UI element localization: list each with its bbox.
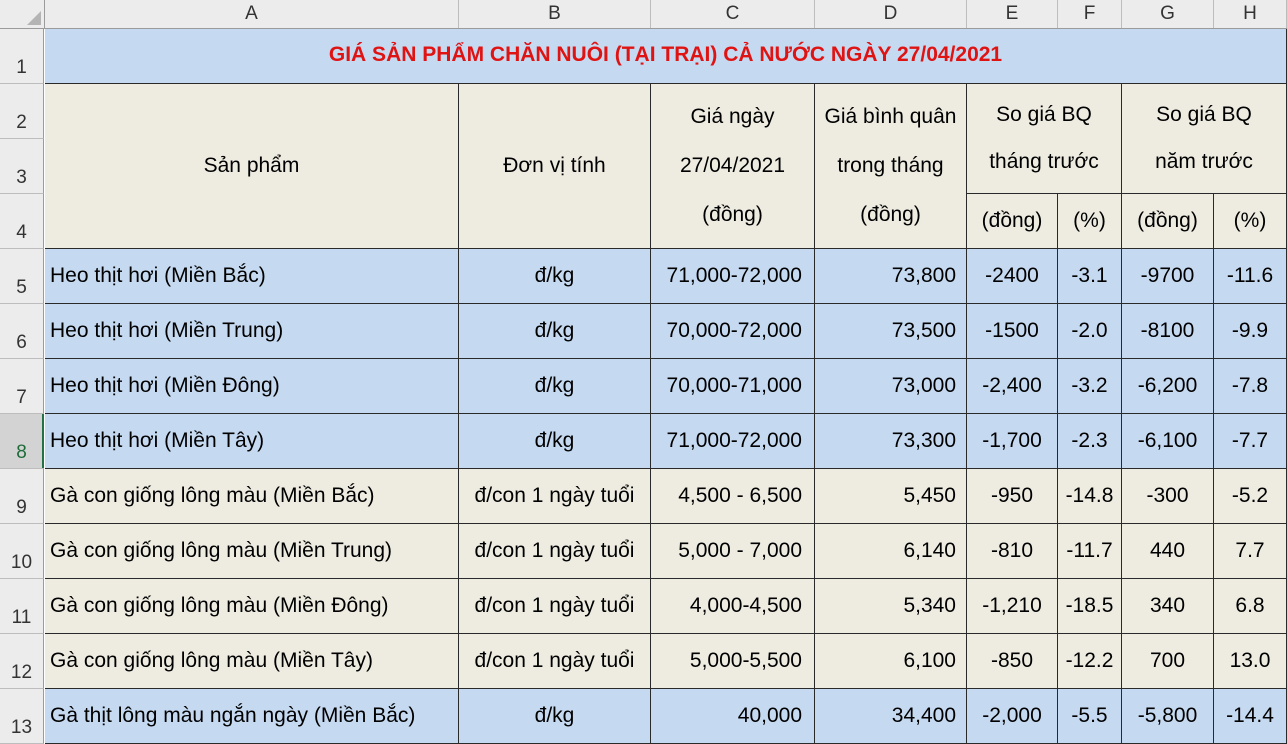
- cell-price-day[interactable]: 40,000: [651, 689, 815, 744]
- header-year-dong[interactable]: (đồng): [1122, 194, 1214, 249]
- header-avg-month-line2: trong tháng: [837, 153, 944, 177]
- cell-year-dong[interactable]: -6,100: [1122, 414, 1214, 469]
- cell-year-pct[interactable]: 6.8: [1214, 579, 1287, 634]
- cell-price-day[interactable]: 70,000-71,000: [651, 359, 815, 414]
- cell-year-dong[interactable]: 700: [1122, 634, 1214, 689]
- cell-month-dong[interactable]: -2,400: [967, 359, 1058, 414]
- price-table: [45, 29, 1287, 744]
- row-header-8[interactable]: [0, 414, 44, 469]
- cell-month-pct[interactable]: -11.7: [1058, 524, 1122, 579]
- row-number: 4: [16, 222, 27, 243]
- cell-year-pct[interactable]: 13.0: [1214, 634, 1287, 689]
- cell-year-dong[interactable]: -9700: [1122, 249, 1214, 304]
- row-number: 8: [16, 442, 27, 463]
- cell-product[interactable]: Heo thịt hơi (Miền Trung): [45, 304, 459, 359]
- cell-price-day[interactable]: 4,000-4,500: [651, 579, 815, 634]
- header-vs-prev-year-line1: So giá BQ: [1156, 103, 1252, 127]
- cell-month-dong[interactable]: -950: [967, 469, 1058, 524]
- cell-product[interactable]: Heo thịt hơi (Miền Đông): [45, 359, 459, 414]
- cell-month-dong[interactable]: -810: [967, 524, 1058, 579]
- header-year-pct[interactable]: (%): [1214, 194, 1287, 249]
- header-month-pct[interactable]: (%): [1058, 194, 1122, 249]
- row-header-6[interactable]: [0, 304, 44, 359]
- cell-year-dong[interactable]: 340: [1122, 579, 1214, 634]
- column-header-g[interactable]: G: [1122, 0, 1214, 28]
- column-header-d[interactable]: D: [815, 0, 967, 28]
- row-header-13[interactable]: [0, 689, 44, 744]
- header-price-day[interactable]: [651, 84, 815, 249]
- header-avg-month-line3: (đồng): [860, 203, 921, 227]
- cell-product[interactable]: Gà thịt lông màu ngắn ngày (Miền Bắc): [45, 689, 459, 744]
- header-price-day-line3: (đồng): [702, 203, 763, 227]
- cell-product[interactable]: Heo thịt hơi (Miền Tây): [45, 414, 459, 469]
- header-vs-prev-month-line2: tháng trước: [989, 149, 1099, 173]
- cell-year-dong[interactable]: -6,200: [1122, 359, 1214, 414]
- cell-month-dong[interactable]: -1500: [967, 304, 1058, 359]
- select-all-button[interactable]: [0, 0, 45, 28]
- cell-avg-month[interactable]: 73,500: [815, 304, 967, 359]
- header-price-day-line2: 27/04/2021: [679, 153, 786, 177]
- table-title[interactable]: GIÁ SẢN PHẨM CHĂN NUÔI (TẠI TRẠI) CẢ NƯỚC NGÀY 27/04/2021: [45, 29, 1287, 84]
- header-unit-label: Đơn vị tính: [503, 154, 606, 177]
- column-header-h[interactable]: H: [1214, 0, 1287, 28]
- cell-unit[interactable]: đ/con 1 ngày tuổi: [459, 469, 651, 524]
- cell-month-dong[interactable]: -2400: [967, 249, 1058, 304]
- header-avg-month[interactable]: [815, 84, 967, 249]
- row-header-2[interactable]: [0, 84, 44, 139]
- row-number: 11: [11, 607, 32, 628]
- row-number: 3: [16, 167, 27, 188]
- cell-price-day[interactable]: 70,000-72,000: [651, 304, 815, 359]
- cell-avg-month[interactable]: 6,100: [815, 634, 967, 689]
- cell-unit[interactable]: đ/con 1 ngày tuổi: [459, 634, 651, 689]
- row-number: 7: [16, 387, 27, 408]
- cell-year-pct[interactable]: -7.8: [1214, 359, 1287, 414]
- header-product[interactable]: [45, 84, 459, 249]
- header-unit[interactable]: [459, 84, 651, 249]
- cell-year-dong[interactable]: 440: [1122, 524, 1214, 579]
- cell-unit[interactable]: đ/con 1 ngày tuổi: [459, 524, 651, 579]
- cell-month-dong[interactable]: -1,700: [967, 414, 1058, 469]
- cell-year-dong[interactable]: -8100: [1122, 304, 1214, 359]
- cell-month-dong[interactable]: -850: [967, 634, 1058, 689]
- header-vs-prev-year[interactable]: [1122, 84, 1287, 194]
- column-header-b[interactable]: B: [459, 0, 651, 28]
- header-vs-prev-month-line1: So giá BQ: [996, 103, 1092, 127]
- cell-product[interactable]: Gà con giống lông màu (Miền Đông): [45, 579, 459, 634]
- cell-avg-month[interactable]: 5,340: [815, 579, 967, 634]
- cell-unit[interactable]: đ/kg: [459, 249, 651, 304]
- cell-unit[interactable]: đ/kg: [459, 304, 651, 359]
- cell-price-day[interactable]: 5,000-5,500: [651, 634, 815, 689]
- cell-product[interactable]: Heo thịt hơi (Miền Bắc): [45, 249, 459, 304]
- header-vs-prev-month[interactable]: [967, 84, 1122, 194]
- row-number: 9: [16, 497, 27, 518]
- cell-price-day[interactable]: 71,000-72,000: [651, 414, 815, 469]
- cell-price-day[interactable]: 5,000 - 7,000: [651, 524, 815, 579]
- row-header-1[interactable]: [0, 29, 44, 84]
- cell-year-pct[interactable]: -5.2: [1214, 469, 1287, 524]
- cell-avg-month[interactable]: 73,300: [815, 414, 967, 469]
- cell-month-dong[interactable]: -2,000: [967, 689, 1058, 744]
- column-header-c[interactable]: C: [651, 0, 815, 28]
- cell-month-pct[interactable]: -5.5: [1058, 689, 1122, 744]
- row-number: 12: [10, 662, 33, 683]
- cell-month-pct[interactable]: -2.3: [1058, 414, 1122, 469]
- cell-unit[interactable]: đ/kg: [459, 689, 651, 744]
- header-product-label: Sản phẩm: [203, 154, 300, 177]
- header-avg-month-line1: Giá bình quân: [824, 104, 957, 128]
- row-number: 2: [16, 112, 27, 133]
- column-header-f[interactable]: F: [1058, 0, 1122, 28]
- cell-year-pct[interactable]: -14.4: [1214, 689, 1287, 744]
- cell-unit[interactable]: đ/kg: [459, 414, 651, 469]
- cell-month-dong[interactable]: -1,210: [967, 579, 1058, 634]
- cell-month-pct[interactable]: -18.5: [1058, 579, 1122, 634]
- cell-avg-month[interactable]: 73,800: [815, 249, 967, 304]
- header-month-dong[interactable]: (đồng): [967, 194, 1058, 249]
- row-number: 1: [16, 57, 27, 78]
- cell-avg-month[interactable]: 73,000: [815, 359, 967, 414]
- header-vs-prev-year-line2: năm trước: [1155, 149, 1253, 173]
- header-price-day-line1: Giá ngày: [690, 104, 775, 128]
- row-header-7[interactable]: [0, 359, 44, 414]
- cell-product[interactable]: Gà con giống lông màu (Miền Tây): [45, 634, 459, 689]
- cell-month-pct[interactable]: -3.1: [1058, 249, 1122, 304]
- cell-year-pct[interactable]: -11.6: [1214, 249, 1287, 304]
- row-header-5[interactable]: [0, 249, 44, 304]
- select-all-triangle-icon: [27, 11, 41, 25]
- cell-month-pct[interactable]: -14.8: [1058, 469, 1122, 524]
- row-header-9[interactable]: [0, 469, 44, 524]
- cell-avg-month[interactable]: 34,400: [815, 689, 967, 744]
- cell-price-day[interactable]: 71,000-72,000: [651, 249, 815, 304]
- cell-product[interactable]: Gà con giống lông màu (Miền Bắc): [45, 469, 459, 524]
- cell-unit[interactable]: đ/kg: [459, 359, 651, 414]
- column-header-a[interactable]: A: [45, 0, 459, 28]
- cell-year-pct[interactable]: -7.7: [1214, 414, 1287, 469]
- cell-month-pct[interactable]: -12.2: [1058, 634, 1122, 689]
- cell-month-pct[interactable]: -3.2: [1058, 359, 1122, 414]
- row-header-4[interactable]: [0, 194, 44, 249]
- row-header-3[interactable]: [0, 139, 44, 194]
- cell-avg-month[interactable]: 5,450: [815, 469, 967, 524]
- row-number: 5: [16, 277, 27, 298]
- cell-avg-month[interactable]: 6,140: [815, 524, 967, 579]
- row-number: 10: [10, 552, 33, 573]
- row-header-11[interactable]: [0, 579, 44, 634]
- row-number: 13: [10, 717, 33, 738]
- cell-year-pct[interactable]: 7.7: [1214, 524, 1287, 579]
- cell-product[interactable]: Gà con giống lông màu (Miền Trung): [45, 524, 459, 579]
- cell-year-dong[interactable]: -300: [1122, 469, 1214, 524]
- cell-year-pct[interactable]: -9.9: [1214, 304, 1287, 359]
- row-number: 6: [16, 332, 27, 353]
- row-header-10[interactable]: [0, 524, 44, 579]
- cell-month-pct[interactable]: -2.0: [1058, 304, 1122, 359]
- column-header-e[interactable]: E: [967, 0, 1058, 28]
- cell-year-dong[interactable]: -5,800: [1122, 689, 1214, 744]
- cell-price-day[interactable]: 4,500 - 6,500: [651, 469, 815, 524]
- row-header-12[interactable]: [0, 634, 44, 689]
- cell-unit[interactable]: đ/con 1 ngày tuổi: [459, 579, 651, 634]
